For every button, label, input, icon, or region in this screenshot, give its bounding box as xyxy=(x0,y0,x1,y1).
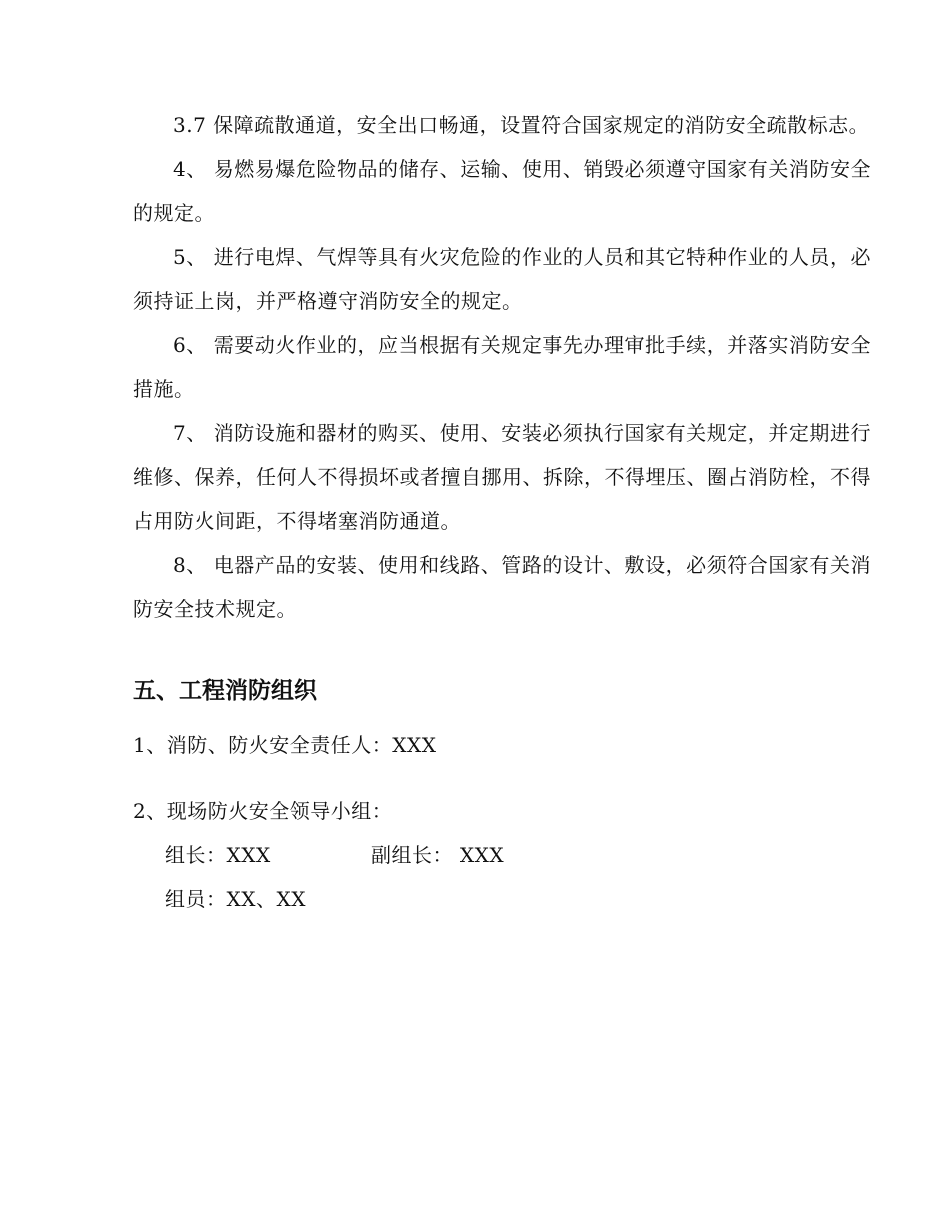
paragraph-3-7: 3.7 保障疏散通道，安全出口畅通，设置符合国家规定的消防安全疏散标志。 xyxy=(173,113,870,137)
paragraph-4: 4、 易燃易爆危险物品的储存、运输、使用、销毁必须遵守国家有关消防安全的规定。 xyxy=(133,157,871,225)
paragraph-7: 7、 消防设施和器材的购买、使用、安装必须执行国家有关规定，并定期进行维修、保养，任何人不得损坏或者擅自挪用、拆除，不得埋压、圈占消防栓，不得占用防火间距，不得堵塞消防通道。 xyxy=(133,421,871,533)
paragraph-5: 5、 进行电焊、气焊等具有火灾危险的作业的人员和其它特种作业的人员，必须持证上岗，并严格遵守消防安全的规定。 xyxy=(133,245,871,313)
leader-row xyxy=(133,833,871,877)
group-leader: 组长：XXX xyxy=(165,843,271,867)
section-heading: 五、工程消防组织 xyxy=(133,678,317,704)
leadership-group-line: 2、现场防火安全领导小组： xyxy=(133,799,393,823)
paragraph-8: 8、 电器产品的安装、使用和线路、管路的设计、敷设，必须符合国家有关消防安全技术规定。 xyxy=(133,553,871,621)
members-line: 组员：XX、XX xyxy=(165,887,306,911)
document-body xyxy=(133,103,871,921)
responsible-person-line: 1、消防、防火安全责任人：XXX xyxy=(133,733,437,757)
paragraph-6: 6、 需要动火作业的，应当根据有关规定事先办理审批手续，并落实消防安全措施。 xyxy=(133,333,871,401)
deputy-leader: 副组长： XXX xyxy=(371,843,505,867)
